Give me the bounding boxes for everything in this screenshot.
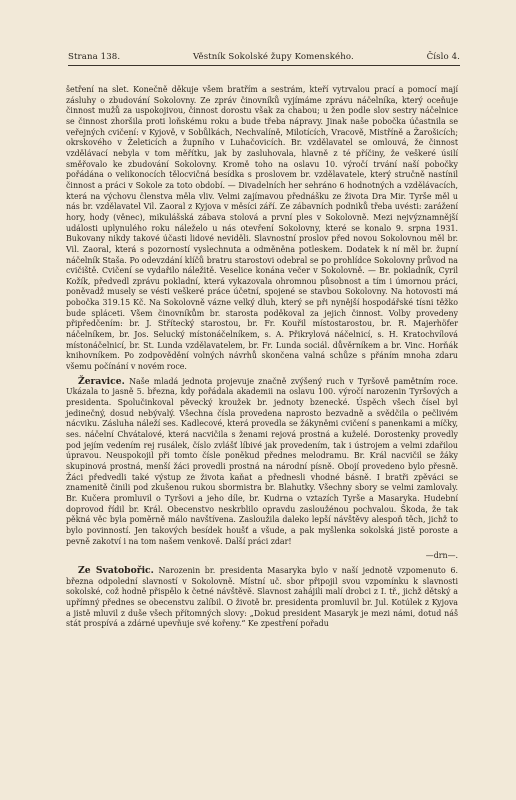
article-bukovany: šetření na slet. Konečně děkuje všem bratřím a sestrám, kteří vytrvalou prací a pomocí mají zásluhy o zbudování Sokolovny. Ze zpráv činovníků vyjímáme zprávu náčelníka, který oceňuje činnost mužů za uspokojivou, činnost dorostu však za chabou; u žen podle slov sestry náčelnice se činnost zhoršila proti loňskému roku a bude třeba nápravy. Jinak naše pobočka účastnila se veřejných cvičení: v Kyjově, v Sobůlkách, Nechvalíně, Milotících, Vracově, Mistříně a Žarošicích; okrskového v Želeticích a župního v Luhačovicích. Br. vzdělavatel se omlouvá, že činnost vzdělávací nebyla v tom měřítku, jak by zasluhovala, hlavně z té příčiny, že veškeré úsilí směřovalo ke zbudování Sokolovny. Kromě toho na oslavu 10. výročí trvání naší pobočky pořádána o velikonocích tělocvičná besídka s proslovem br. vzdělavatele, který stručně nastínil činnost a práci v Sokole za toto období. — Divadelních her sehráno 6 hodnotných a vzdělávacích, která na výchovu členstva měla vliv. Velmi zajímavou přednášku ze života Dra Mir. Tyrše měl u nás br. vzdělavatel Vil. Zaoral z Kyjova v měsíci září. Ze zábavních podniků třeba uvésti: zarážení hory, hody (věnec), mikulášská zábava stolová a první ples v Sokolovně. Mezi nejvýznamnější události uplynulého roku náleželo u nás otevření Sokolovny, které se konalo 9. srpna 1931. Bukovany nikdy takové účasti lidové neviděli. Slavnostní proslov před novou Sokolovnou měl br. Vil. Zaoral, která s pozorností vyslechnuta a odměněna potleskem. Dodatek k ní měl br. župní náčelník Staša. Po odevzdání klíčů bratru starostovi odebral se po prohlídce Sokolovny průvod na cvičiště. Cvičení se vydařilo náležitě. Veselice konána večer v Sokolovně. — Br. pokladník, Cyril Kožík, předvedl zprávu pokladní, která vykazovala ohromnou působnost a tím i úmornou práci, poněvadž musely se vésti veškeré práce účetní, spojené se stavbou Sokolovny. Na hotovosti má pobočka 319.15 Kč. Na Sokolovně vázne velký dluh, který se při nynější hospodářské tísni těžko bude spláceti. Všem činovníkům br. starosta poděkoval za jejich činnost. Volby provedeny připředčením: br. J. Střítecký starostou, br. Fr. Kouřil místostarostou, br. R. Majerhöfer náčelníkem, br. Jos. Selucký místonáčelníkem, s. A. Přikrylová náčelnicí, s. H. Kratochvílová místonáčelnicí, br. St. Lunda vzdělavatelem, br. Fr. Lunda sociál. důvěrníkem a br. Vinc. Horňák knihovníkem. Po zodpovědění volných návrhů skončena valná schůze s přáním mnoha zdaru všemu počínání v novém roce. — [66, 85, 458, 372]
article-signature: —drn—. — [425, 551, 458, 561]
issue-number: Číslo 4. — [426, 52, 460, 62]
page-number: Strana 138. — [68, 52, 121, 62]
article-svatoborice — [66, 566, 458, 630]
article-zeravice — [66, 377, 458, 548]
article-body — [66, 85, 458, 630]
article-place-heading: Žeravice. — [78, 375, 125, 387]
article-place-heading: Ze Svatobořic. — [78, 564, 154, 576]
article-text: Naše mladá jednota projevuje značně zvýšený ruch v Tyršově pamětním roce. Ukázala to jasně 5. března, kdy pořádala akademii na oslavu 100. výročí narozenin Tyršových a presidenta. Spolučinkoval pěvecký kroužek br. jednoty bzenecké. Úspěch všech čísel byl jedinečný, dosud nebývalý. Všechna čísla provedena naprosto bezvadně a svědčila o pečlivém nácviku. Zásluha náleží ses. Kadlecové, která provedla se žákyněmi cvičení s panenkami a míčky, ses. náčelní Chvátalové, která nacvičila s ženami rejová prostná a kuželé. Dorostenky provedly pod jejím vedením rej rusálek, číslo zvlášť líbivé jak provedením, tak i ústrojem a velmi zdařilou úpravou. Neuspokojil při tomto čísle poněkud přednes melodramu. Br. Král nacvičil se žáky skupinová prostná, menší žáci provedli prostná na národní písně. Obojí provedeno bylo přesně. Žáci předvedli také výstup ze života kaňat a přednesli vhodné básně. I bratři zpěváci se znamenitě činili pod zkušenou rukou sbormistra br. Blahutky. Všechny sbory se velmi zamlovaly. Br. Kučera promluvil o Tyršovi a jeho díle, br. Kudrna o vztazích Tyrše a Masaryka. Hudební doprovod řídil br. Král. Obecenstvo neskrblilo opravdu zasloužénou pochvalou. Škoda, že tak pěkná věc byla poměrně málo navštívena. Zasloužila daleko lepší návštěvy alespoň těch, jichž to bylo povinností. Jen takových besídek houšť a všude, a pak myšlenka sokolská jistě poroste a pevně zakotví i na tom našem venkově. Další práci zdar! — [66, 376, 458, 546]
journal-title: Věstník Sokolské župy Komenského. — [193, 52, 354, 62]
article-text: Narozenin br. presidenta Masaryka bylo v naší jednotě vzpomenuto 6. března odpolední slavností v Sokolovně. Místní uč. sbor připojil svou vzpomínku k slavnosti sokolské, což hodně přispělo k četné návštěvě. Slavnost zahájili malí drobci z I. tř., jichž dětský a upřímný přednes se obecenstvu zalíbil. O životě br. presidenta promluvil br. Jul. Kotúlek z Kyjova a jistě mluvil z duše všech přítomných slovy: „Dokud president Masaryk je mezi námi, dotud náš stát prospívá a zdárné upevňuje své kořeny.“ Ke zpestření pořadu — [66, 565, 458, 629]
page-header — [68, 52, 460, 66]
